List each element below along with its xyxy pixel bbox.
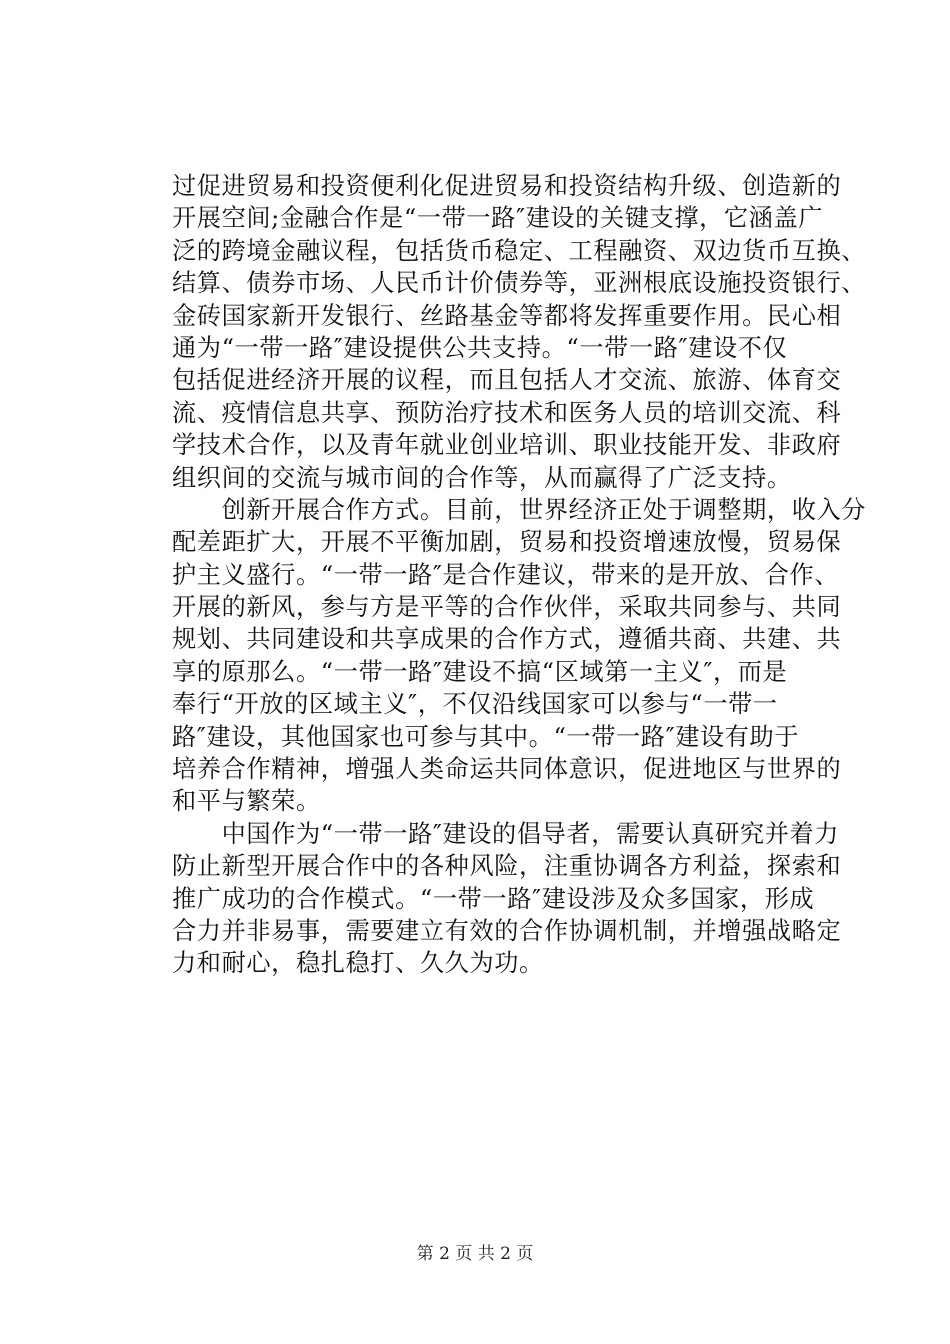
text-line: 护主义盛行。“一带一路″是合作建议，带来的是开放、合作、 <box>172 560 840 589</box>
text-line: 创新开展合作方式。目前，世界经济正处于调整期，收入分 <box>172 495 867 524</box>
text-line: 规划、共同建设和共享成果的合作方式，遵循共商、共建、共 <box>172 625 842 654</box>
text-line: 过促进贸易和投资便利化促进贸易和投资结构升级、创造新的 <box>172 172 842 200</box>
text-line: 开展的新风，参与方是平等的合作伙伴，采取共同参与、共同 <box>172 593 842 622</box>
text-line: 享的原那么。“一带一路″建设不搞“区域第一主义″，而是 <box>172 657 788 686</box>
text-line: 路″建设，其他国家也可参与其中。“一带一路″建设有助于 <box>172 722 800 751</box>
text-line: 奉行“开放的区域主义″，不仅沿线国家可以参与“一带一 <box>172 690 778 719</box>
text-line: 流、疫情信息共享、预防治疗技术和医务人员的培训交流、科 <box>172 398 842 427</box>
text-line: 配差距扩大，开展不平衡加剧，贸易和投资增速放慢，贸易保 <box>172 528 842 557</box>
text-line: 防止新型开展合作中的各种风险，注重协调各方利益，探索和 <box>172 852 842 881</box>
text-line: 学技术合作，以及青年就业创业培训、职业技能开发、非政府 <box>172 431 842 460</box>
text-line: 金砖国家新开发银行、丝路基金等都将发挥重要作用。民心相 <box>172 301 842 330</box>
text-line: 推广成功的合作模式。“一带一路″建设涉及众多国家，形成 <box>172 884 815 913</box>
text-line: 中国作为“一带一路″建设的倡导者，需要认真研究并着力 <box>172 819 840 848</box>
page-number-footer: 第 2 页 共 2 页 <box>416 1244 534 1264</box>
text-line: 合力并非易事，需要建立有效的合作协调机制，并增强战略定 <box>172 916 842 945</box>
text-line: 结算、债券市场、人民币计价债券等，亚洲根底设施投资银行、 <box>172 269 867 298</box>
text-line: 泛的跨境金融议程，包括货币稳定、工程融资、双边货币互换、 <box>172 236 867 265</box>
text-line: 培养合作精神，增强人类命运共同体意识，促进地区与世界的 <box>172 755 842 784</box>
text-line: 组织间的交流与城市间的合作等，从而赢得了广泛支持。 <box>172 463 792 492</box>
text-line: 包括促进经济开展的议程，而且包括人才交流、旅游、体育交 <box>172 366 842 395</box>
text-line: 通为“一带一路″建设提供公共支持。“一带一路″建设不仅 <box>172 333 788 362</box>
text-line: 开展空间;金融合作是“一带一路″建设的关键支撑，它涵盖广 <box>172 204 824 233</box>
text-line: 和平与繁荣。 <box>172 787 321 816</box>
body-text <box>172 170 867 980</box>
text-line: 力和耐心，稳扎稳打、久久为功。 <box>172 949 544 978</box>
